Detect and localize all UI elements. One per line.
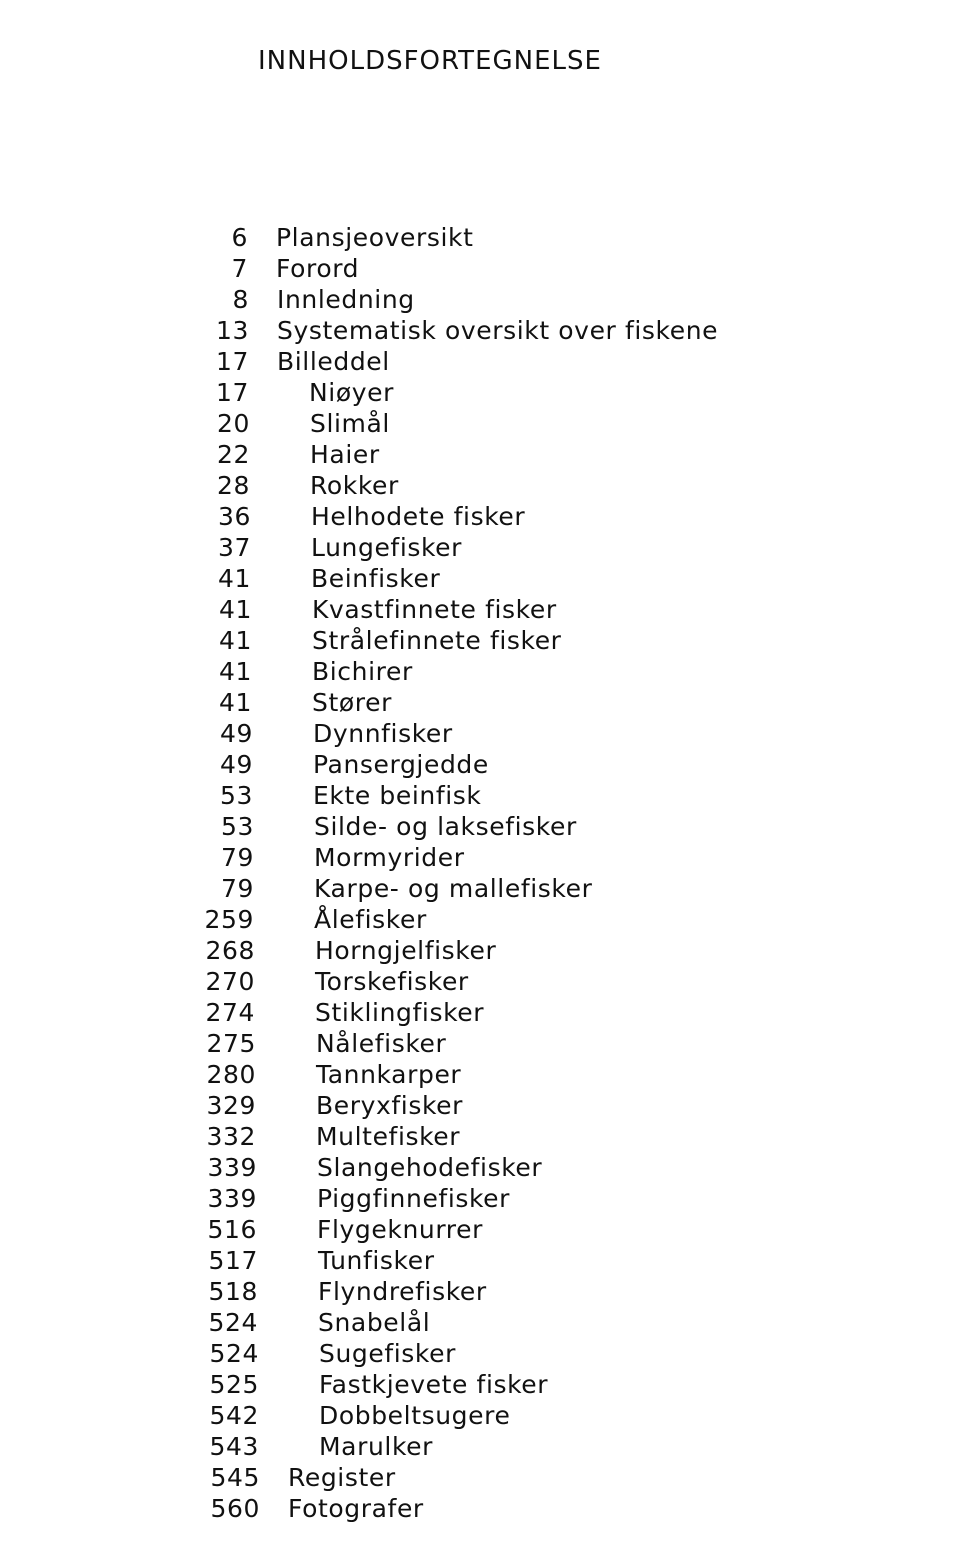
toc-entry-title: Bichirer [312,657,413,686]
toc-entry-title: Rokker [310,471,399,500]
toc-entry-title: Helhodete fisker [311,502,526,531]
toc-entry-title: Innledning [277,285,415,314]
toc-page-number: 270 [205,967,255,996]
toc-entry-title: Marulker [319,1432,434,1461]
toc-entry [0,408,960,439]
toc-entry [0,904,960,935]
toc-page-number: 37 [217,533,251,562]
toc-entry [0,501,960,532]
toc-entry [0,997,960,1028]
toc-entry [0,284,960,315]
toc-entry-title: Beryxfisker [316,1091,464,1120]
toc-entry [0,1431,960,1462]
toc-entry-title: Haier [310,440,380,469]
toc-entry [0,718,960,749]
toc-entry [0,253,960,284]
toc-entry-title: Torskefisker [315,967,469,996]
toc-entry-title: Multefisker [316,1122,461,1151]
toc-entry [0,656,960,687]
toc-page-number: 516 [207,1215,257,1244]
toc-page-number: 259 [204,905,254,934]
toc-page-number: 524 [209,1339,259,1368]
toc-entry-title: Register [288,1463,396,1492]
toc-entry [0,687,960,718]
toc-entry [0,1214,960,1245]
toc-entry [0,222,960,253]
toc-page-number: 41 [217,564,251,593]
toc-page-number: 17 [215,378,249,407]
toc-entry-title: Fotografer [288,1494,424,1523]
toc-entry [0,873,960,904]
toc-entry-title: Tunfisker [318,1246,435,1275]
toc-entry [0,1121,960,1152]
toc-entry-title: Beinfisker [311,564,441,593]
toc-entry-title: Horngjelfisker [315,936,497,965]
table-of-contents [0,222,960,1524]
toc-entry-title: Forord [276,254,360,283]
toc-entry [0,966,960,997]
toc-entry [0,1493,960,1524]
toc-entry [0,1338,960,1369]
toc-page-number: 525 [209,1370,259,1399]
toc-entry-title: Ekte beinfisk [313,781,482,810]
toc-entry [0,1462,960,1493]
toc-page-number: 518 [208,1277,258,1306]
toc-page-number: 22 [216,440,250,469]
toc-entry-title: Fastkjevete fisker [319,1370,549,1399]
toc-page-number: 7 [231,254,248,283]
toc-page-number: 560 [210,1494,260,1523]
toc-entry-title: Flygeknurrer [317,1215,483,1244]
toc-entry-title: Nålefisker [316,1029,447,1058]
toc-page-number: 274 [205,998,255,1027]
toc-entry-title: Kvastfinnete fisker [312,595,557,624]
toc-page-number: 20 [216,409,250,438]
toc-entry-title: Lungefisker [311,533,463,562]
toc-page-number: 17 [215,347,249,376]
toc-page-number: 524 [208,1308,258,1337]
toc-page-number: 329 [206,1091,256,1120]
toc-page-number: 542 [209,1401,259,1430]
toc-entry-title: Silde- og laksefisker [314,812,577,841]
toc-page-number: 545 [210,1463,260,1492]
toc-page-number: 53 [219,781,253,810]
toc-entry-title: Stiklingfisker [315,998,485,1027]
toc-page-number: 41 [218,595,252,624]
toc-page-number: 6 [231,223,248,252]
toc-page-number: 41 [218,657,252,686]
toc-entry-title: Stører [312,688,392,717]
toc-page-number: 28 [216,471,250,500]
toc-entry [0,563,960,594]
toc-entry-title: Pansergjedde [313,750,489,779]
toc-entry [0,1028,960,1059]
toc-entry-title: Slangehodefisker [317,1153,543,1182]
toc-entry-title: Flyndrefisker [318,1277,487,1306]
toc-entry [0,1369,960,1400]
toc-entry [0,780,960,811]
toc-entry-title: Billeddel [277,347,390,376]
toc-entry-title: Sugefisker [319,1339,456,1368]
toc-entry [0,315,960,346]
toc-page-number: 268 [205,936,255,965]
toc-page-number: 49 [219,719,253,748]
toc-entry [0,1276,960,1307]
toc-entry-title: Tannkarper [316,1060,462,1089]
toc-page-number: 332 [206,1122,256,1151]
toc-entry [0,594,960,625]
toc-page-number: 13 [215,316,249,345]
toc-entry [0,935,960,966]
toc-entry-title: Dobbeltsugere [319,1401,511,1430]
toc-entry-title: Dynnfisker [313,719,453,748]
toc-page-number: 275 [206,1029,256,1058]
toc-page-number: 339 [207,1153,257,1182]
toc-entry [0,811,960,842]
toc-page-number: 41 [218,688,252,717]
toc-entry [0,1059,960,1090]
toc-page-number: 36 [217,502,251,531]
toc-entry [0,532,960,563]
toc-entry [0,625,960,656]
toc-entry [0,377,960,408]
toc-entry [0,346,960,377]
toc-entry [0,842,960,873]
toc-entry [0,1152,960,1183]
toc-entry-title: Ålefisker [314,905,427,934]
toc-page-number: 339 [207,1184,257,1213]
toc-entry-title: Niøyer [309,378,394,407]
toc-page-number: 280 [206,1060,256,1089]
toc-entry [0,1183,960,1214]
toc-entry-title: Plansjeoversikt [276,223,474,252]
toc-entry-title: Piggfinnefisker [317,1184,511,1213]
toc-page-number: 517 [208,1246,258,1275]
toc-page-number: 8 [232,285,249,314]
toc-entry-title: Snabelål [318,1308,431,1337]
toc-entry-title: Karpe- og mallefisker [314,874,593,903]
toc-entry [0,470,960,501]
toc-entry-title: Slimål [310,409,390,438]
toc-entry [0,749,960,780]
toc-entry-title: Mormyrider [314,843,465,872]
toc-entry [0,439,960,470]
toc-entry [0,1400,960,1431]
toc-page-number: 79 [220,843,254,872]
toc-page-number: 543 [209,1432,259,1461]
toc-page-number: 79 [220,874,254,903]
toc-entry [0,1307,960,1338]
toc-page-number: 49 [219,750,253,779]
toc-page-number: 41 [218,626,252,655]
toc-page-number: 53 [220,812,254,841]
toc-entry-title: Systematisk oversikt over fiskene [277,316,719,345]
toc-entry [0,1245,960,1276]
toc-entry [0,1090,960,1121]
page-title: INNHOLDSFORTEGNELSE [258,46,602,76]
toc-entry-title: Strålefinnete fisker [312,626,562,655]
